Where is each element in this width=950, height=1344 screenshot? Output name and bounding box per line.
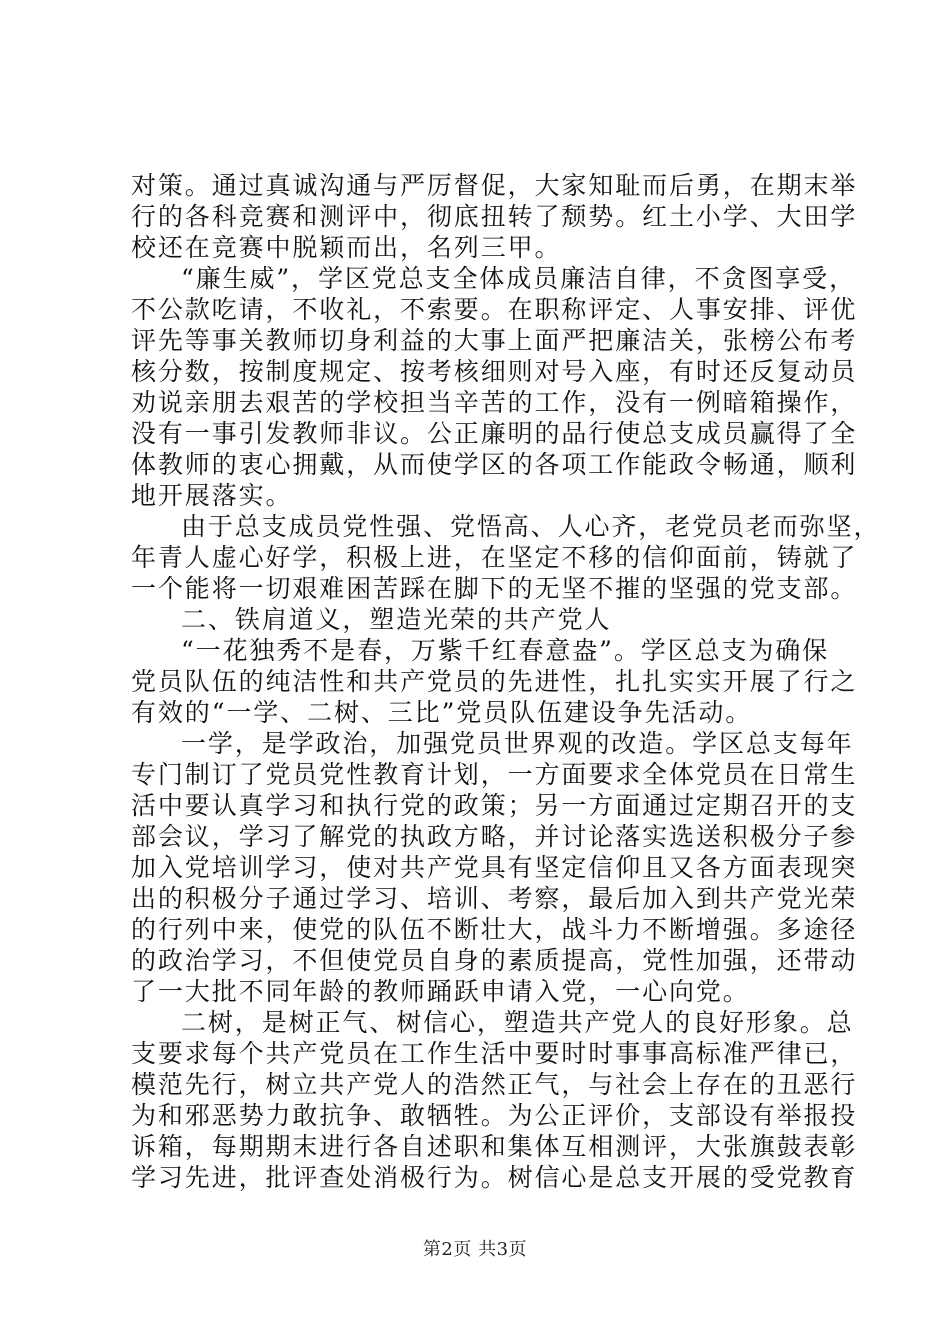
- text-line: 的政治学习，不但使党员自身的素质提高，党性加强，还带动: [131, 946, 858, 975]
- text-line: 评先等事关教师切身利益的大事上面严把廉洁关，张榜公布考: [131, 326, 858, 355]
- text-line: 活中要认真学习和执行党的政策；另一方面通过定期召开的支: [131, 791, 858, 820]
- text-line: 二树，是树正气、树信心，塑造共产党人的良好形象。总: [181, 1008, 854, 1037]
- text-line: 的行列中来，使党的队伍不断壮大，战斗力不断增强。多途径: [131, 915, 858, 944]
- text-line: 专门制订了党员党性教育计划，一方面要求全体党员在日常生: [131, 760, 858, 789]
- text-line: 校还在竞赛中脱颖而出，名列三甲。: [131, 233, 562, 262]
- text-line: 党员队伍的纯洁性和共产党员的先进性，扎扎实实开展了行之: [131, 667, 858, 696]
- text-line: 一个能将一切艰难困苦踩在脚下的无坚不摧的坚强的党支部。: [131, 574, 858, 603]
- text-line: 了一大批不同年龄的教师踊跃申请入党，一心向党。: [131, 977, 750, 1006]
- text-line: 支要求每个共产党员在工作生活中要时时事事高标准严律已，: [131, 1039, 858, 1068]
- text-line: 由于总支成员党性强、党悟高、人心齐，老党员老而弥坚，: [181, 512, 881, 541]
- text-line: 加入党培训学习，使对共产党具有坚定信仰且又各方面表现突: [131, 853, 858, 882]
- text-line: 核分数，按制度规定、按考核细则对号入座，有时还反复动员: [131, 357, 858, 386]
- text-line: 没有一事引发教师非议。公正廉明的品行使总支成员赢得了全: [131, 419, 858, 448]
- text-line: “一花独秀不是春，万紫千红春意盎”。学区总支为确保: [181, 636, 830, 665]
- page-number-footer: 第2页 共3页: [422, 1239, 528, 1260]
- document-body: [131, 170, 881, 1200]
- text-line: 模范先行，树立共产党人的浩然正气，与社会上存在的丑恶行: [131, 1070, 858, 1099]
- text-line: 体教师的衷心拥戴，从而使学区的各项工作能政令畅通，顺利: [131, 450, 858, 479]
- text-line: 出的积极分子通过学习、培训、考察，最后加入到共产党光荣: [131, 884, 858, 913]
- text-line: 对策。通过真诚沟通与严厉督促，大家知耻而后勇，在期末举: [131, 171, 858, 200]
- text-line: “廉生威”，学区党总支全体成员廉洁自律，不贪图享受，: [181, 264, 856, 293]
- text-line: 劝说亲朋去艰苦的学校担当辛苦的工作，没有一例暗箱操作，: [131, 388, 858, 417]
- text-line: 诉箱，每期期末进行各自述职和集体互相测评，大张旗鼓表彰: [131, 1132, 858, 1161]
- text-line: 部会议，学习了解党的执政方略，并讨论落实选送积极分子参: [131, 822, 858, 851]
- text-line: 地开展落实。: [131, 481, 293, 510]
- text-line: 不公款吃请，不收礼，不索要。在职称评定、人事安排、评优: [131, 295, 858, 324]
- text-line: 一学，是学政治，加强党员世界观的改造。学区总支每年: [181, 729, 854, 758]
- text-line: 学习先进，批评查处消极行为。树信心是总支开展的受党教育: [131, 1163, 858, 1192]
- text-line: 行的各科竞赛和测评中，彻底扭转了颓势。红土小学、大田学: [131, 202, 858, 231]
- text-line: 有效的“一学、二树、三比”党员队伍建设争先活动。: [131, 698, 753, 727]
- section-heading: 二、铁肩道义，塑造光荣的共产党人: [181, 605, 612, 634]
- text-line: 年青人虚心好学，积极上进，在坚定不移的信仰面前，铸就了: [131, 543, 858, 572]
- text-line: 为和邪恶势力敢抗争、敢牺牲。为公正评价，支部设有举报投: [131, 1101, 858, 1130]
